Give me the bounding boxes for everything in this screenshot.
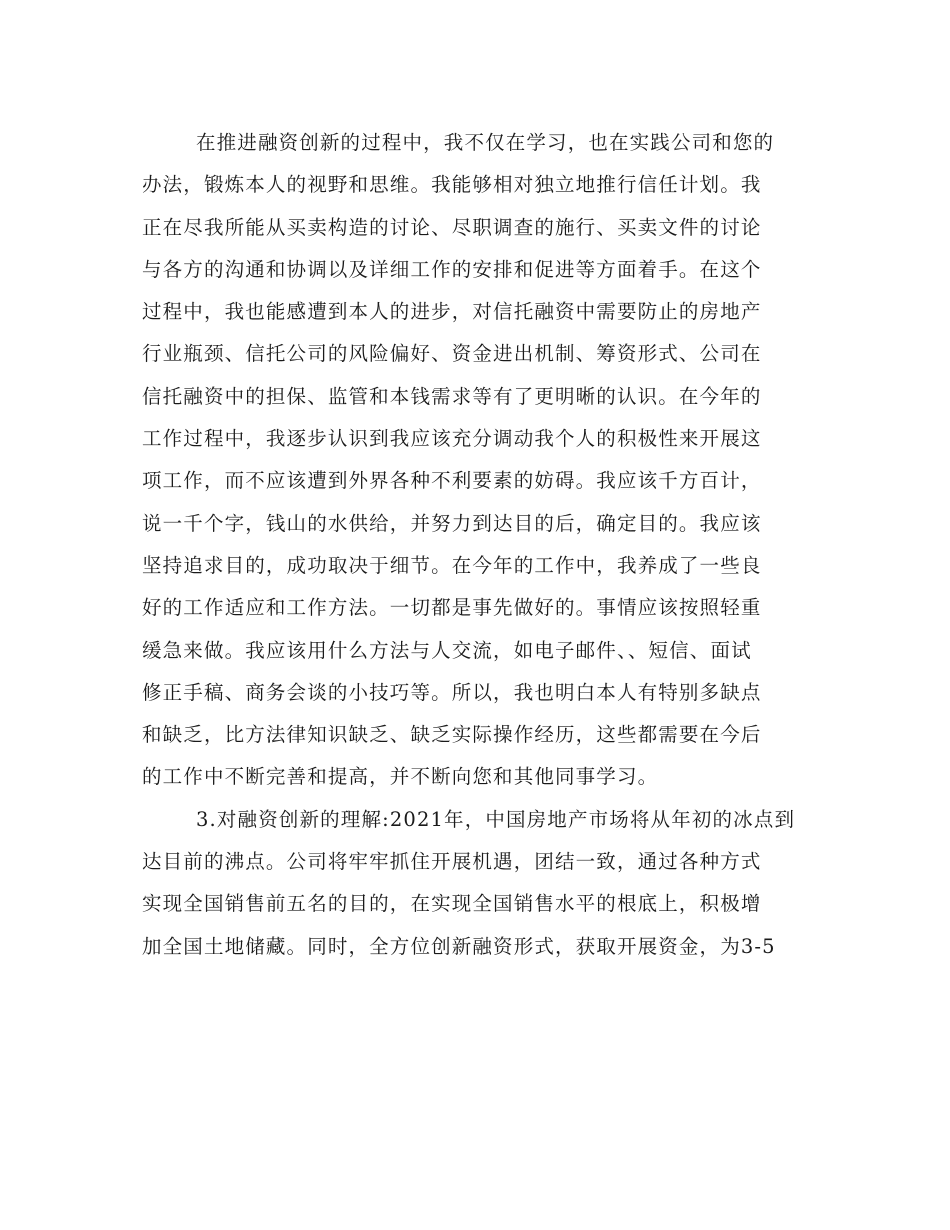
text-line: 说一千个字，钱山的水供给，并努力到达目的后，确定目的。我应该 (142, 511, 762, 535)
text-line: 办法，锻炼本人的视野和思维。我能够相对独立地推行信任计划。我 (142, 173, 762, 197)
text-line: 的工作中不断完善和提高，并不断向您和其他同事学习。 (142, 765, 659, 789)
text-line: 3.对融资创新的理解:2021年，中国房地产市场将从年初的冰点到 (196, 807, 796, 831)
text-line: 加全国土地储藏。同时，全方位创新融资形式，获取开展资金，为3-5 (142, 934, 776, 958)
text-line: 与各方的沟通和协调以及详细工作的安排和促进等方面着手。在这个 (142, 257, 762, 281)
text-line: 项工作，而不应该遭到外界各种不利要素的妨碍。我应该千方百计， (142, 469, 762, 493)
text-line: 行业瓶颈、信托公司的风险偏好、资金进出机制、筹资形式、公司在 (142, 342, 762, 366)
body-text (142, 122, 810, 968)
text-line: 信托融资中的担保、监管和本钱需求等有了更明晰的认识。在今年的 (142, 384, 762, 408)
text-line: 过程中，我也能感遭到本人的进步，对信托融资中需要防止的房地产 (142, 300, 762, 324)
text-line: 好的工作适应和工作方法。一切都是事先做好的。事情应该按照轻重 (142, 596, 762, 620)
text-line: 和缺乏，比方法律知识缺乏、缺乏实际操作经历，这些都需要在今后 (142, 723, 762, 747)
text-line: 实现全国销售前五名的目的，在实现全国销售水平的根底上，积极增 (142, 892, 762, 916)
paragraph-1 (142, 122, 810, 799)
paragraph-2 (142, 799, 810, 968)
text-line: 缓急来做。我应该用什么方法与人交流，如电子邮件、、短信、面试 (142, 638, 752, 662)
text-line: 在推进融资创新的过程中，我不仅在学习，也在实践公司和您的 (196, 131, 775, 154)
text-line: 工作过程中，我逐步认识到我应该充分调动我个人的积极性来开展这 (142, 427, 762, 451)
text-line: 达目前的沸点。公司将牢牢抓住开展机遇，团结一致，通过各种方式 (142, 850, 762, 874)
text-line: 修正手稿、商务会谈的小技巧等。所以，我也明白本人有特别多缺点 (142, 680, 762, 704)
text-line: 正在尽我所能从买卖构造的讨论、尽职调查的施行、买卖文件的讨论 (142, 215, 762, 239)
text-line: 坚持追求目的，成功取决于细节。在今年的工作中，我养成了一些良 (142, 553, 762, 577)
